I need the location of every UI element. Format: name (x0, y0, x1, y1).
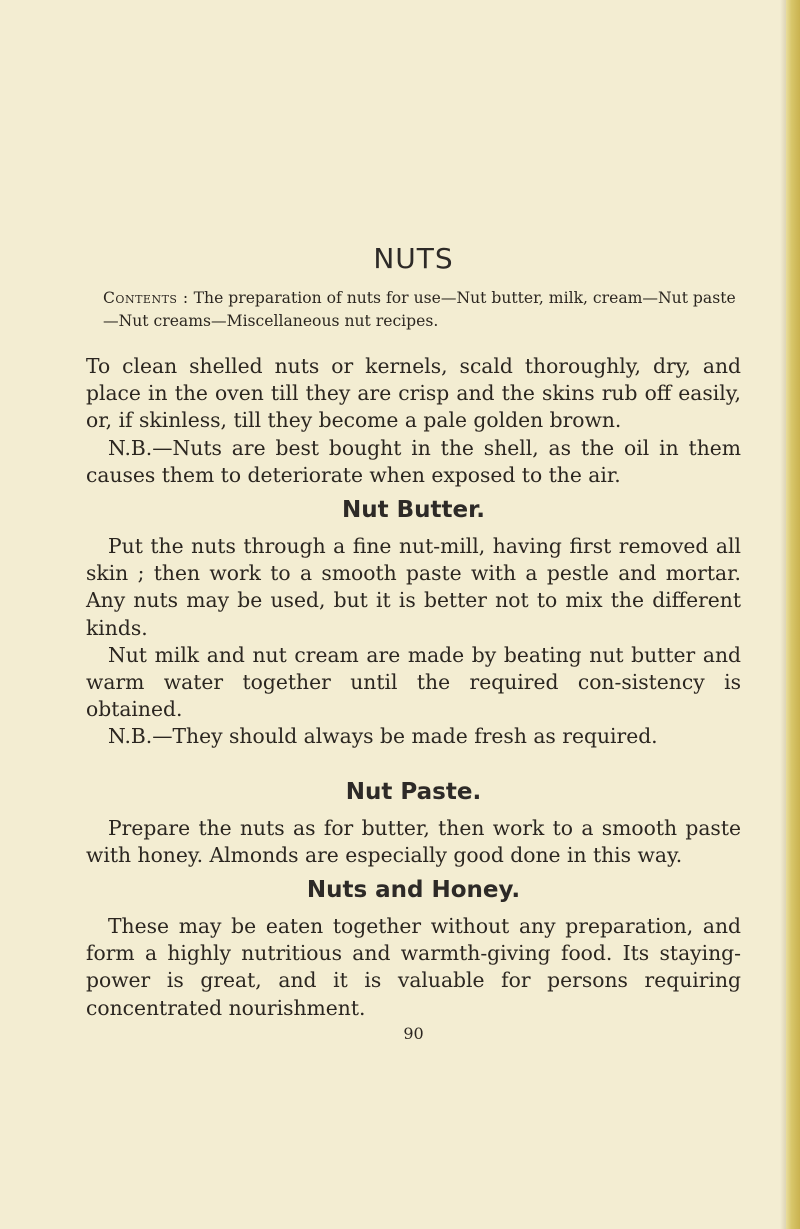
contents-text: The preparation of nuts for use—Nut butter, milk, cream—Nut paste—Nut creams—Miscellaneous nut recipes. (103, 289, 736, 330)
page-number: 90 (403, 1023, 424, 1043)
nut-butter-note: N.B.—They should always be made fresh as required. (108, 724, 658, 749)
page-content (86, 242, 741, 1043)
heading-nuts-and-honey: Nuts and Honey. (306, 877, 521, 904)
nut-butter-paragraph-2: Nut milk and nut cream are made by beating nut butter and warm water together until the required con-sistency is obtained. (86, 642, 741, 722)
intro-paragraph-1: To clean shelled nuts or kernels, scald thoroughly, dry, and place in the oven till they are crisp and the skins rub off easily, or, if skinless, till they become a pale golden brown. (86, 354, 741, 433)
intro-note: N.B.—Nuts are best bought in the shell, as the oil in them causes them to deteriorate when exposed to the air. (86, 435, 741, 487)
chapter-contents (86, 287, 741, 333)
page-edge (786, 0, 800, 1229)
heading-nut-butter: Nut Butter. (342, 497, 485, 524)
heading-nut-paste: Nut Paste. (345, 778, 482, 805)
chapter-title: NUTS (373, 242, 454, 275)
contents-label: Contents : (103, 289, 189, 307)
nut-paste-paragraph: Prepare the nuts as for butter, then work to a smooth paste with honey. Almonds are especially good done in this way. (86, 815, 741, 867)
nut-butter-paragraph-1: Put the nuts through a fine nut-mill, having first removed all skin ; then work to a smooth paste with a pestle and mortar. Any nuts may be used, but it is better not to mix the different kinds. (86, 534, 741, 640)
nuts-honey-paragraph: These may be eaten together without any preparation, and form a highly nutritious and warmth-giving food. Its staying-power is great, and it is valuable for persons requiring concentrated nourishment. (86, 914, 741, 1020)
